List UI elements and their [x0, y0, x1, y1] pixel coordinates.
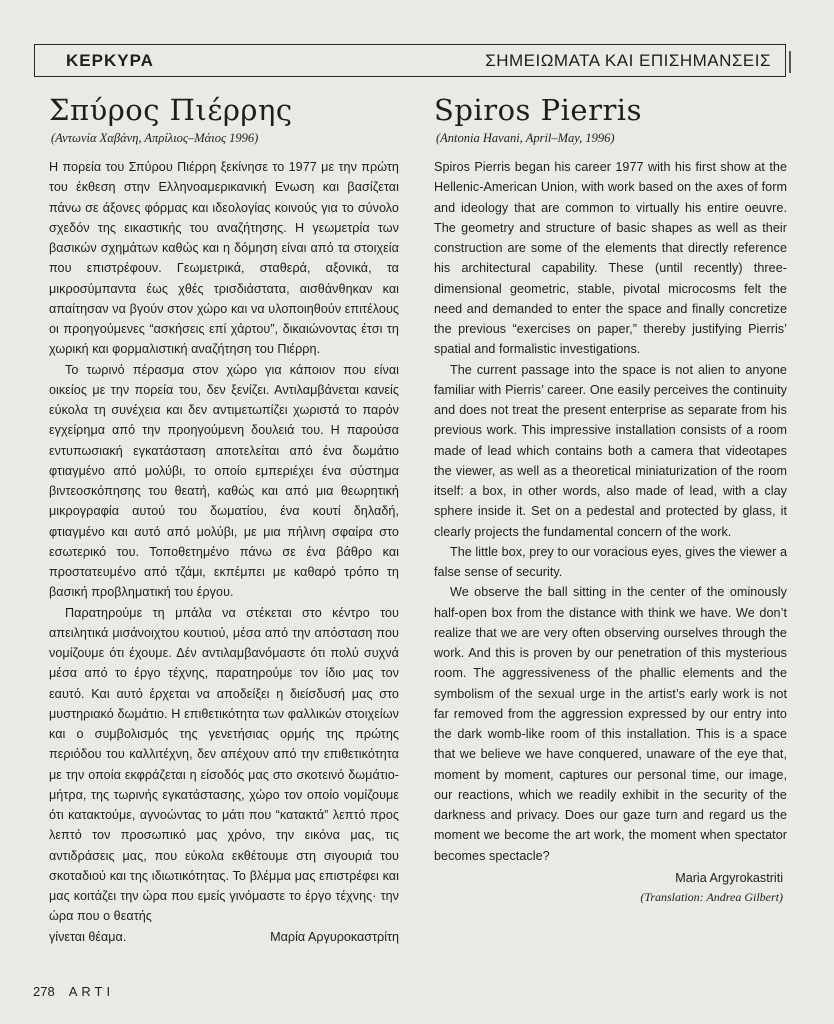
english-article-title: Spiros Pierris [434, 93, 642, 127]
greek-closing-line [49, 927, 399, 947]
english-column [434, 92, 787, 906]
section-header [34, 44, 786, 77]
greek-byline: (Αντωνία Χαβάνη, Απρίλιος–Μάιος 1996) [51, 131, 259, 145]
greek-paragraph: Το τωρινό πέρασμα στον χώρο για κάποιον που είναι οικείος με την πορεία του, δεν ξενίζει. Αντιλαμβάνεται κανείς εύκολα τη συνέχεια και δεν αντιμετωπίζει χωριστά το παρόν εγχείρημα από την προηγούμενη δουλειά του. Η παρούσα εντυπωσιακή εγκατάσταση αποτελείται από ένα δωμάτιο φτιαγμένο από μολύβι, το οποίο εμπεριέχει ένα σύστημα βιντεοσκόπησης του θεατή, καθώς και από μια θεωρητική μικρογραφία αυτού του δωματίου, ένα κουτί δηλαδή, φτιαγμένο και αυτό από μολύβι, με μια πήλινη σφαίρα στο εσωτερικό του. Τοποθετημένο πάνω σε ένα βάθρο και προστατευμένο από τζάμι, εκπέμπει με καθαρό τρόπο τη βασική προβληματική του έργου. [49, 362, 399, 600]
header-divider-mark [789, 51, 791, 73]
greek-paragraph: Η πορεία του Σπύρου Πιέρρη ξεκίνησε το 1977 με την πρώτη του έκθεση στην Ελληνοαμερικανική Ενωση και βασίζεται πάνω σε άξονες φόρμας και ιδεολογίας κοινούς για το σύνολο σχεδόν της εικαστικής του αναζήτησης. Η γεωμετρία των βασικών σχημάτων καθώς και η δόμηση είναι από τα στοιχεία που επιστρέφουν. Γεωμετρικά, σταθερά, αξονικά, τα μικροσύμπαντα έως χθές τρισδιάστατα, αισθάνθηκαν και απαίτησαν να βγούν στον χώρο και να υλοποιηθούν επιτέλους οι προηγούμενες “ασκήσεις επί χάρτου”, δικαιώνοντας έτσι τη χωρική και φορμαλιστική αναζήτηση του Πιέρρη. [49, 160, 399, 357]
english-paragraph: The current passage into the space is not alien to anyone familiar with Pierris’ career. One easily perceives the continuity and does not treat the present enterprise as separate from his previous work. This impressive installation consists of a room made of lead which contains both a camera that videotapes the viewer, as well as a theoretical miniaturization of the room itself: a box, in other words, also made of lead, with a clay sphere inside it. Set on a pedestal and protected by glass, it clearly projects the fundamental concern of the work. [434, 362, 787, 539]
header-location: ΚΕΡΚΥΡΑ [66, 50, 154, 70]
greek-column [49, 92, 399, 947]
english-byline: (Antonia Havani, April–May, 1996) [436, 131, 615, 145]
translation-credit: (Translation: Andrea Gilbert) [640, 889, 783, 904]
greek-paragraph: Παρατηρούμε τη μπάλα να στέκεται στο κέντρο του απειλητικά μισάνοιχτου κουτιού, μέσα από την απόσταση που νομίζουμε ότι έχουμε. Δέν αντιλαμβανόμαστε ότι πολύ συχνά μέσα από το έργο τέχνης, παρατηρούμε τον ίδιο μας τον εαυτό. Και αυτό έρχεται να αποδείξει η διείσδυσή μας στο μυστηριακό δωμάτιο. Η επιθετικότητα των φαλλικών στοιχείων και ο συμβολισμός της γενετήσιας ορμής της πρώτης περιόδου του καλλιτέχνη, δεν απέχουν από την επιθετικότητα με την οποία εκφράζεται η είσοδός μας στο σκοτεινό δωμάτιο-μήτρα, της τωρινής εγκατάστασης, χώρο τον οποίο νομίζουμε ότι κατακτούμε, αγνοώντας το μάτι που “κατακτά” λεπτό προς λεπτό τον προσωπικό μας χρόνο, την εικόνα μας, τις αντιδράσεις μας, που εύκολα εκθέτουμε στη σιγουριά του σκοταδιού και της ιδιωτικότητας. Το βλέμμα μας επιστρέφει και μας κοιτάζει την ώρα που εμείς γινόμαστε το έργο τέχνης· την ώρα που ο θεατής [49, 605, 399, 924]
header-section-title: ΣΗΜΕΙΩΜΑΤΑ ΚΑΙ ΕΠΙΣΗΜΑΝΣΕΙΣ [485, 50, 771, 70]
page-number: 278 [33, 984, 55, 999]
english-body [434, 157, 787, 906]
english-paragraph: Spiros Pierris began his career 1977 with his first show at the Hellenic-American Union, with work based on the axes of form and ideology that are common to virtually his entire oeuvre. The geometry and structure of basic shapes as well as their construction are some of the elements that directly reference his architectural capability. These (until recently) three-dimensional geometric, stable, pivotal microcosms felt the need and demanded to enter the space and finally concretize the previous “exercises on paper,” thereby justifying Pierris’ spatial and formalistic investigations. [434, 160, 787, 357]
greek-article-title: Σπύρος Πιέρρης [49, 93, 293, 127]
magazine-name: ARTI [68, 984, 115, 999]
greek-signature: Μαρία Αργυροκαστρίτη [270, 929, 399, 944]
english-paragraph: The little box, prey to our voracious eyes, gives the viewer a false sense of security. [434, 544, 787, 579]
english-paragraph: We observe the ball sitting in the center of the ominously half-open box from the distance with think we have. We don’t realize that we are very often observing ourselves through the work. And this is proven by our penetration of this mysterious room. The aggressiveness of the phallic elements and the symbolism of the sexual urge in the artist’s early work is not far removed from the aggression expressed by our entry into the dark womb-like room of this installation. This is a space that we believe we have conquered, unaware of the eye that, moment by moment, captures our personal time, our image, our reactions, which we readily exhibit in the security of the darkness and privacy. Does our gaze turn and regard us the moment we become the art work, the moment when spectator becomes spectacle? [434, 585, 787, 863]
greek-body [49, 157, 399, 947]
greek-last-line: γίνεται θέαμα. [49, 929, 127, 944]
english-signature: Maria Argyrokastriti [675, 870, 783, 885]
page-footer [33, 984, 114, 999]
